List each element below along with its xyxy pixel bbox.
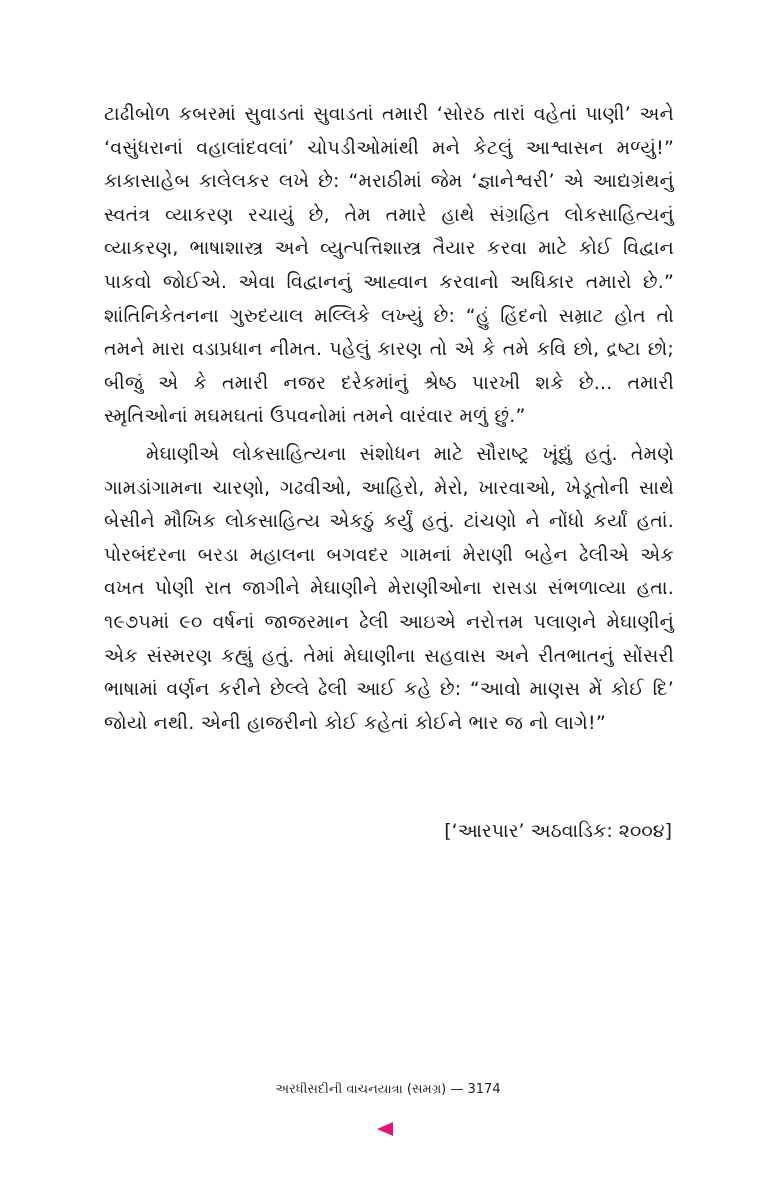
- paragraph-continuation: ટાઢીબોળ કબરમાં સુવાડતાં સુવાડતાં તમારી ‘સોરઠ તારાં વહેતાં પાણી’ અને ‘વસુંધરાનાં વહાલાંદવલાં’ ચોપડીઓમાંથી મને કેટલું આશ્વાસન મળ્યું!” કાકાસાહેબ કાલેલકર લખે છે: “મરાઠીમાં જેમ ‘જ્ઞાનેશ્વરી’ એ આદ્યગ્રંથનું સ્વતંત્ર વ્યાકરણ રચાયું છે, તેમ તમારે હાથે સંગ્રહિત લોકસાહિત્યનું વ્યાકરણ, ભાષાશાસ્ત્ર અને વ્યુત્પત્તિશાસ્ત્ર તૈયાર કરવા માટે કોઈ વિદ્વાન પાકવો જોઈએ. એવા વિદ્વાનનું આહ્વાન કરવાનો અધિકાર તમારો છે.” શાંતિનિકેતનના ગુરુદયાલ મલ્લિકે લખ્યું છે: “હું હિંદનો સમ્રાટ હોત તો તમને મારા વડાપ્રધાન નીમત. પહેલું કારણ તો એ કે તમે કવિ છો, દ્રષ્ટા છો; બીજું એ કે તમારી નજર દરેકમાંનું શ્રેષ્ઠ પારખી શકે છે... તમારી સ્મૃતિઓનાં મઘમઘતાં ઉપવનોમાં તમને વારંવાર મળું છું.”: [104, 103, 674, 428]
- source-citation: [‘આરપાર’ અઠવાડિક: ૨૦૦૪]: [444, 820, 672, 842]
- paragraph: મેઘાણીએ લોકસાહિત્યના સંશોધન માટે સૌરાષ્ટ્ર ખૂંદ્યું હતું. તેમણે ગામડાંગામના ચારણો, ગઢવીઓ, આહિરો, મેરો, ખારવાઓ, ખેડૂતોની સાથે બેસીને મૌખિક લોકસાહિત્ય એકઠું કર્યું હતું. ટાંચણો ને નોંધો કર્યાં હતાં. પોરબંદરના બરડા મહાલના બગવદર ગામનાં મેરાણી બહેન ઢેલીએ એક વખત પોણી રાત જાગીને મેઘાણીને મેરાણીઓના રાસડા સંભળાવ્યા હતા. ૧૯૭૫માં ૯૦ વર્ષનાં જાજરમાન ઢેલી આઇએ નરોત્તમ પલાણને મેઘાણીનું એક સંસ્મરણ કહ્યું હતું. તેમાં મેઘાણીના સહવાસ અને રીતભાતનું સોંસરી ભાષામાં વર્ણન કરીને છેલ્લે ઢેલી આઈ કહે છે: “આવો માણસ મેં કોઈ દિ’ જોયો નથી. એની હાજરીનો કોઈ કહેતાં કોઈને ભાર જ નો લાગે!”: [104, 442, 674, 734]
- previous-page-icon[interactable]: [377, 1122, 393, 1136]
- body-text: [104, 98, 674, 740]
- running-footer: અરધીસદીની વાચનયાત્રા (સમગ્ર) — 3174: [275, 1082, 501, 1097]
